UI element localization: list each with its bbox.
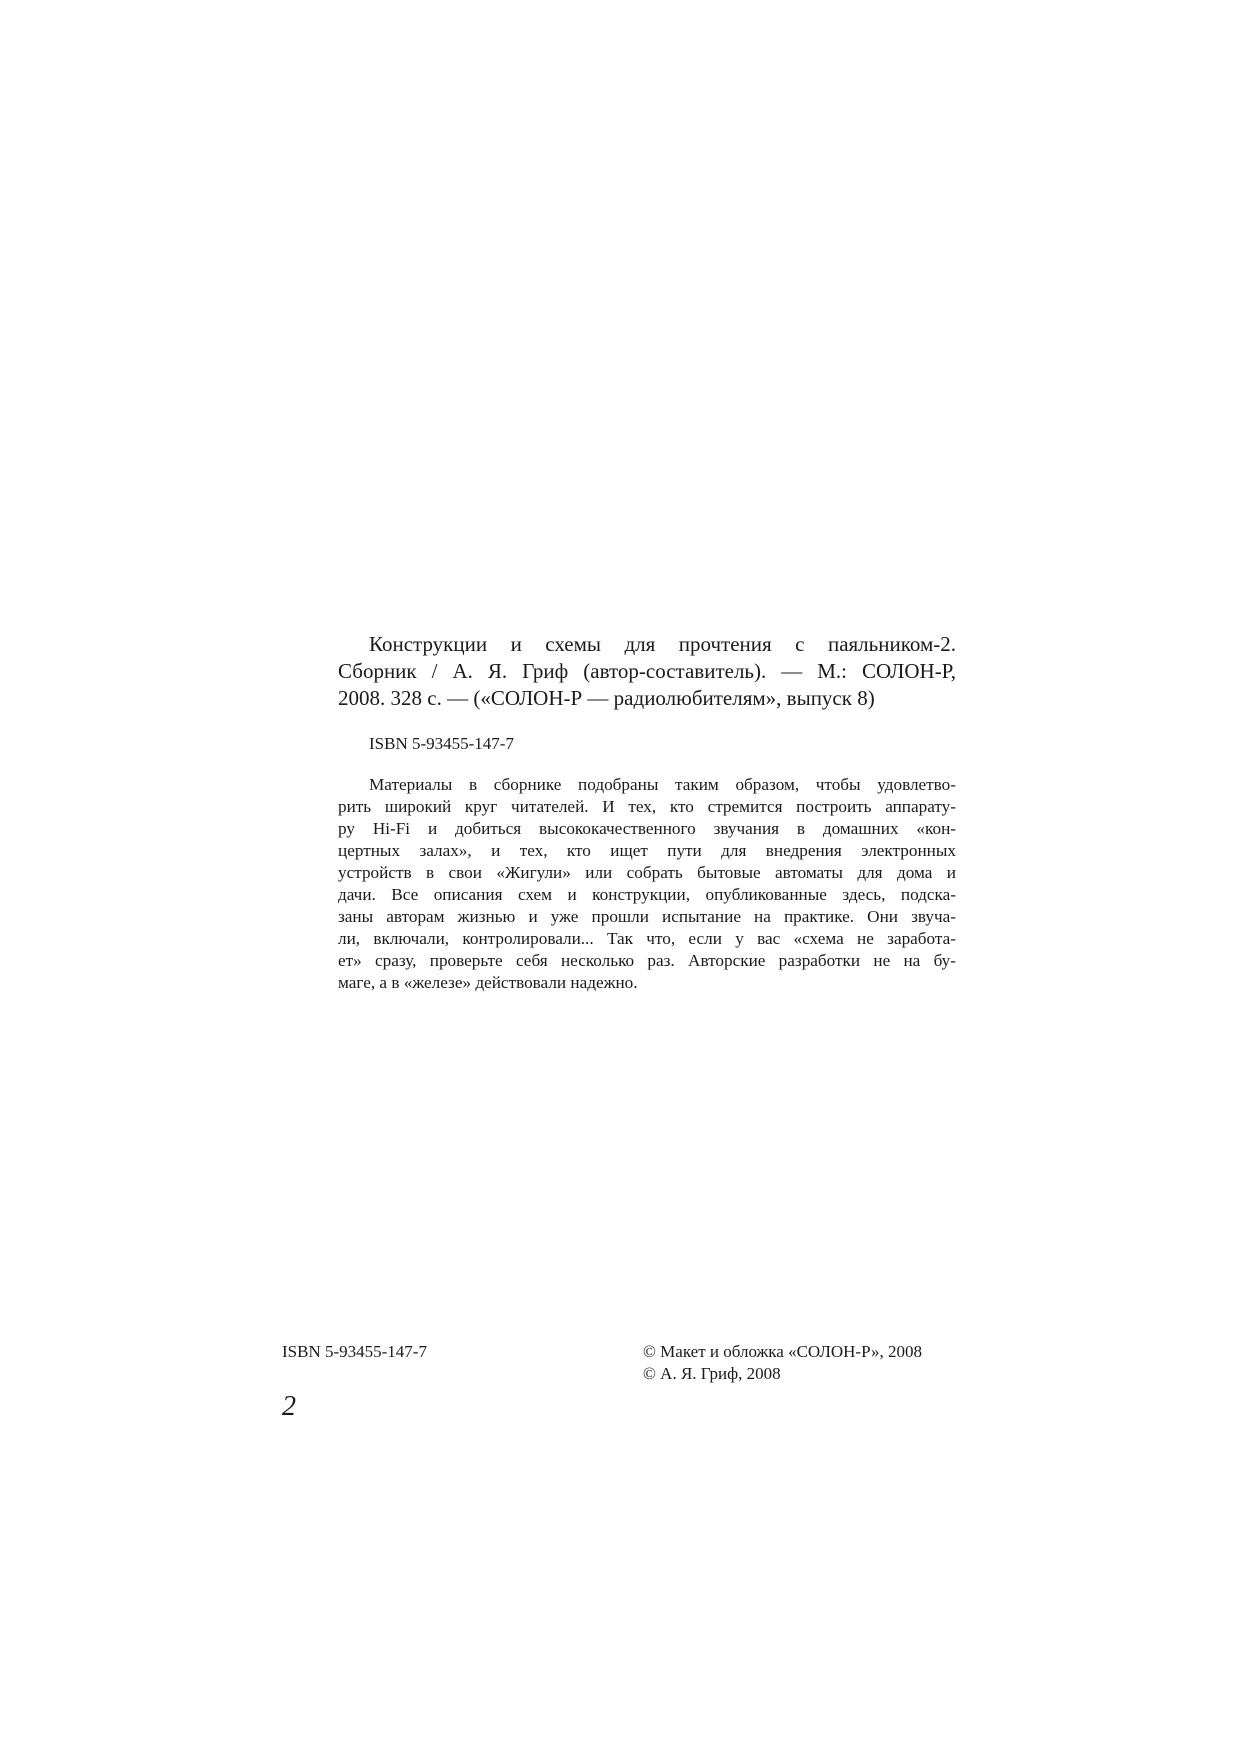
abstract-line-3: ру Hi-Fi и добиться высококачественного звучания в домашних «кон-	[338, 819, 956, 838]
abstract-line-4: цертных залах», и тех, кто ищет пути для внедрения электронных	[338, 841, 956, 860]
abstract-line-2: рить широкий круг читателей. И тех, кто стремится построить аппарату-	[338, 797, 956, 816]
abstract-line-7: заны авторам жизнью и уже прошли испытание на практике. Они звуча-	[338, 907, 956, 926]
copyright-line-2: © А. Я. Гриф, 2008	[643, 1364, 781, 1383]
footer-isbn: ISBN 5-93455-147-7	[282, 1342, 427, 1361]
abstract-line-6: дачи. Все описания схем и конструкции, опубликованные здесь, подска-	[338, 885, 956, 904]
annotation-line-1: Конструкции и схемы для прочтения с паяльником-2.	[369, 632, 956, 656]
abstract-line-9: ет» сразу, проверьте себя несколько раз. Авторские разработки не на бу-	[338, 951, 956, 970]
annotation-line-2: Сборник / А. Я. Гриф (автор-составитель). — М.: СОЛОН-Р,	[338, 659, 956, 683]
annotation-line-3: 2008. 328 с. — («СОЛОН-Р — радиолюбителям», выпуск 8)	[338, 686, 875, 710]
page-number: 2	[282, 1391, 296, 1422]
abstract-line-1: Материалы в сборнике подобраны таким образом, чтобы удовлетво-	[369, 775, 956, 794]
abstract-line-10: маге, а в «железе» действовали надежно.	[338, 973, 638, 992]
abstract-line-5: устройств в свои «Жигули» или собрать бытовые автоматы для дома и	[338, 863, 956, 882]
abstract-line-8: ли, включали, контролировали... Так что, если у вас «схема не заработа-	[338, 929, 956, 948]
isbn-top: ISBN 5-93455-147-7	[369, 734, 514, 753]
copyright-line-1: © Макет и обложка «СОЛОН-Р», 2008	[643, 1342, 922, 1361]
